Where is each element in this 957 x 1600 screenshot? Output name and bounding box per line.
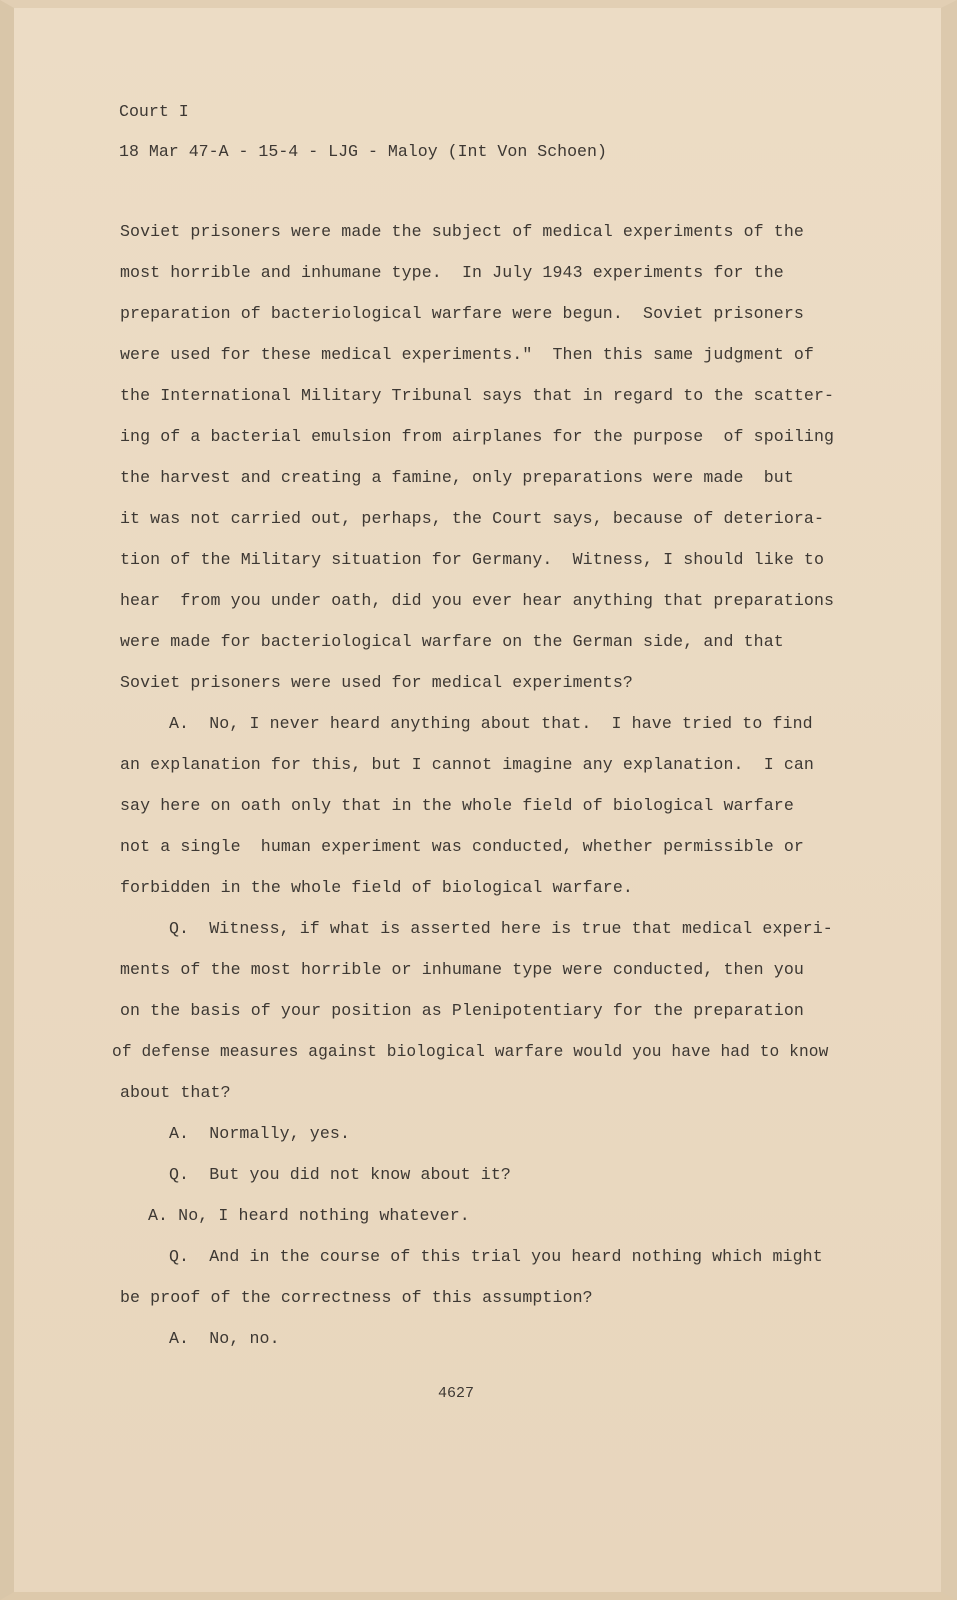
court-label: Court I: [119, 102, 189, 121]
question-line: Q. And in the course of this trial you heard nothing which might: [169, 1247, 823, 1266]
text-line: Soviet prisoners were made the subject of medical experiments of the: [120, 222, 804, 241]
page-number: 4627: [438, 1385, 475, 1402]
text-line: an explanation for this, but I cannot imagine any explanation. I can: [120, 755, 814, 774]
answer-line: A. No, no.: [169, 1329, 280, 1348]
text-line: it was not carried out, perhaps, the Court says, because of deteriora-: [120, 509, 825, 528]
answer-line: A. Normally, yes.: [169, 1124, 351, 1143]
text-line: ments of the most horrible or inhumane type were conducted, then you: [120, 960, 804, 979]
question-line: Q. But you did not know about it?: [169, 1165, 511, 1184]
text-line: were used for these medical experiments." Then this same judgment of: [120, 345, 814, 364]
text-line: about that?: [120, 1083, 231, 1102]
text-line: preparation of bacteriological warfare were begun. Soviet prisoners: [120, 304, 804, 323]
session-line: 18 Mar 47-A - 15-4 - LJG - Maloy (Int Von Schoen): [119, 142, 607, 161]
text-line: the harvest and creating a famine, only preparations were made but: [120, 468, 794, 487]
text-line: the International Military Tribunal says that in regard to the scatter-: [120, 386, 835, 405]
text-line: tion of the Military situation for Germany. Witness, I should like to: [120, 550, 825, 569]
answer-line: A. No, I never heard anything about that. I have tried to find: [169, 714, 813, 733]
text-line: not a single human experiment was conducted, whether permissible or: [120, 837, 804, 856]
text-line: on the basis of your position as Plenipotentiary for the preparation: [120, 1001, 804, 1020]
text-line: hear from you under oath, did you ever hear anything that preparations: [120, 591, 835, 610]
text-line: Soviet prisoners were used for medical experiments?: [120, 673, 633, 692]
text-line: forbidden in the whole field of biological warfare.: [120, 878, 633, 897]
question-line: Q. Witness, if what is asserted here is true that medical experi-: [169, 919, 833, 938]
answer-line: A. No, I heard nothing whatever.: [148, 1206, 470, 1225]
text-line: were made for bacteriological warfare on the German side, and that: [120, 632, 784, 651]
text-line: of defense measures against biological warfare would you have had to know: [112, 1043, 829, 1061]
text-line: be proof of the correctness of this assumption?: [120, 1288, 593, 1307]
text-line: ing of a bacterial emulsion from airplanes for the purpose of spoiling: [120, 427, 835, 446]
text-line: most horrible and inhumane type. In July 1943 experiments for the: [120, 263, 784, 282]
text-line: say here on oath only that in the whole field of biological warfare: [120, 796, 794, 815]
